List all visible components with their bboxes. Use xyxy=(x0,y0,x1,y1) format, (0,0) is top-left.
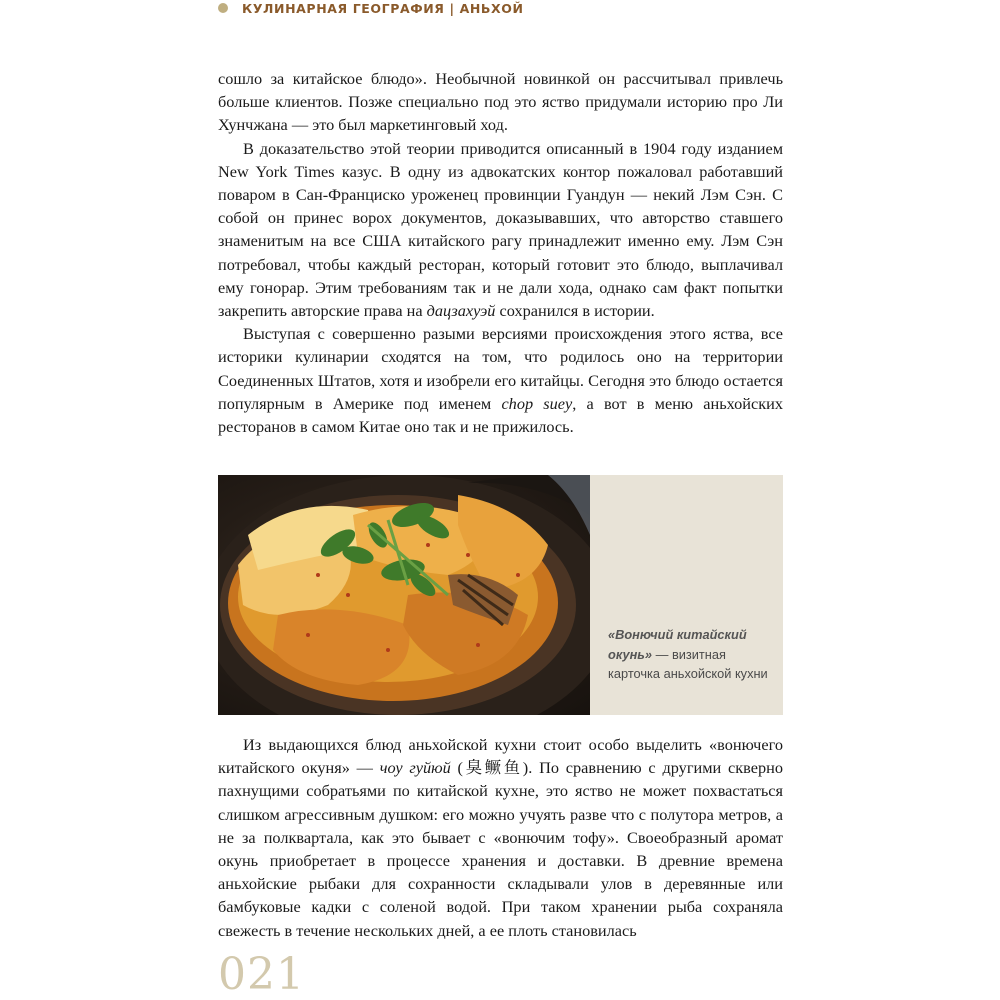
italic-term: chop suey xyxy=(501,393,573,413)
dish-photo xyxy=(218,475,590,715)
page-number: 021 xyxy=(218,949,305,1000)
figure-caption xyxy=(608,625,768,684)
caption-title: «Вонючий китайский окунь» xyxy=(608,627,747,662)
caption-text: — визитная карточка аньхойской кухни xyxy=(608,646,768,681)
paragraph: Из выдающихся блюд аньхойской кухни стоит особо выделить «вонючего китайского окуня» — чоу гуйюй (臭鳜鱼). По сравнению с другими скверно пахнущими собратьями по китайской кухне, это яство не может похвастаться слишком агрессивным душком: его можно учуять разве что с полутора метров, а не за полквартала, как это бывает с «вонючим тофу». Своеобразный аромат окунь приобретает в процессе хранения и доставки. В древние времена аньхойские рыбаки для сохранности складывали улов в деревянные или бамбуковые кадки с соленой водой. При таком хранении рыба сохраняла свежесть в течение нескольких дней, а ее плоть становилась xyxy=(218,735,783,940)
italic-term: чоу гуйюй xyxy=(379,758,451,778)
paragraph: сошло за китайское блюдо». Необычной новинкой он рассчитывал привлечь больше клиентов. Позже специально под это яство придумали историю про Ли Хунчжана — это был маркетинговый ход. xyxy=(218,69,783,135)
caption-panel xyxy=(590,475,783,715)
italic-term: дацзахуэй xyxy=(426,301,496,321)
paragraph: Выступая с совершенно разыми версиями происхождения этого яства, все историки кулинарии сходятся на том, что родилось оно на территории Соединенных Штатов, хотя и изобрели его китайцы. Сегодня это блюдо остается популярным в Америке под именем chop suey, а вот в меню аньхойских ресторанов в самом Китае оно так и не прижилось. xyxy=(218,324,784,437)
body-text-top xyxy=(218,67,783,438)
dish-figure xyxy=(218,475,783,715)
body-text-bottom xyxy=(218,733,783,942)
running-title: КУЛИНАРНАЯ ГЕОГРАФИЯ | АНЬХОЙ xyxy=(242,0,524,16)
header-bullet-icon xyxy=(218,3,228,13)
paragraph: В доказательство этой теории приводится описанный в 1904 году изданием New York Times казус. В одну из адвокатских контор пожаловал работавший поваром в Сан-Франциско уроженец провинции Гуандун — некий Лэм Сэн. С собой он принес ворох документов, доказывавших, что авторство ставшего знаменитым на все США китайского рагу принадлежит именно ему. Лэм Сэн потребовал, чтобы каждый ресторан, который готовит это блюдо, выплачивал ему гонорар. Этим требованиям так и не дали хода, однако сам факт попытки закрепить авторские права на дацзахуэй сохранился в истории. xyxy=(218,138,783,321)
running-header xyxy=(218,0,524,16)
fish-dish-illustration xyxy=(218,475,590,715)
